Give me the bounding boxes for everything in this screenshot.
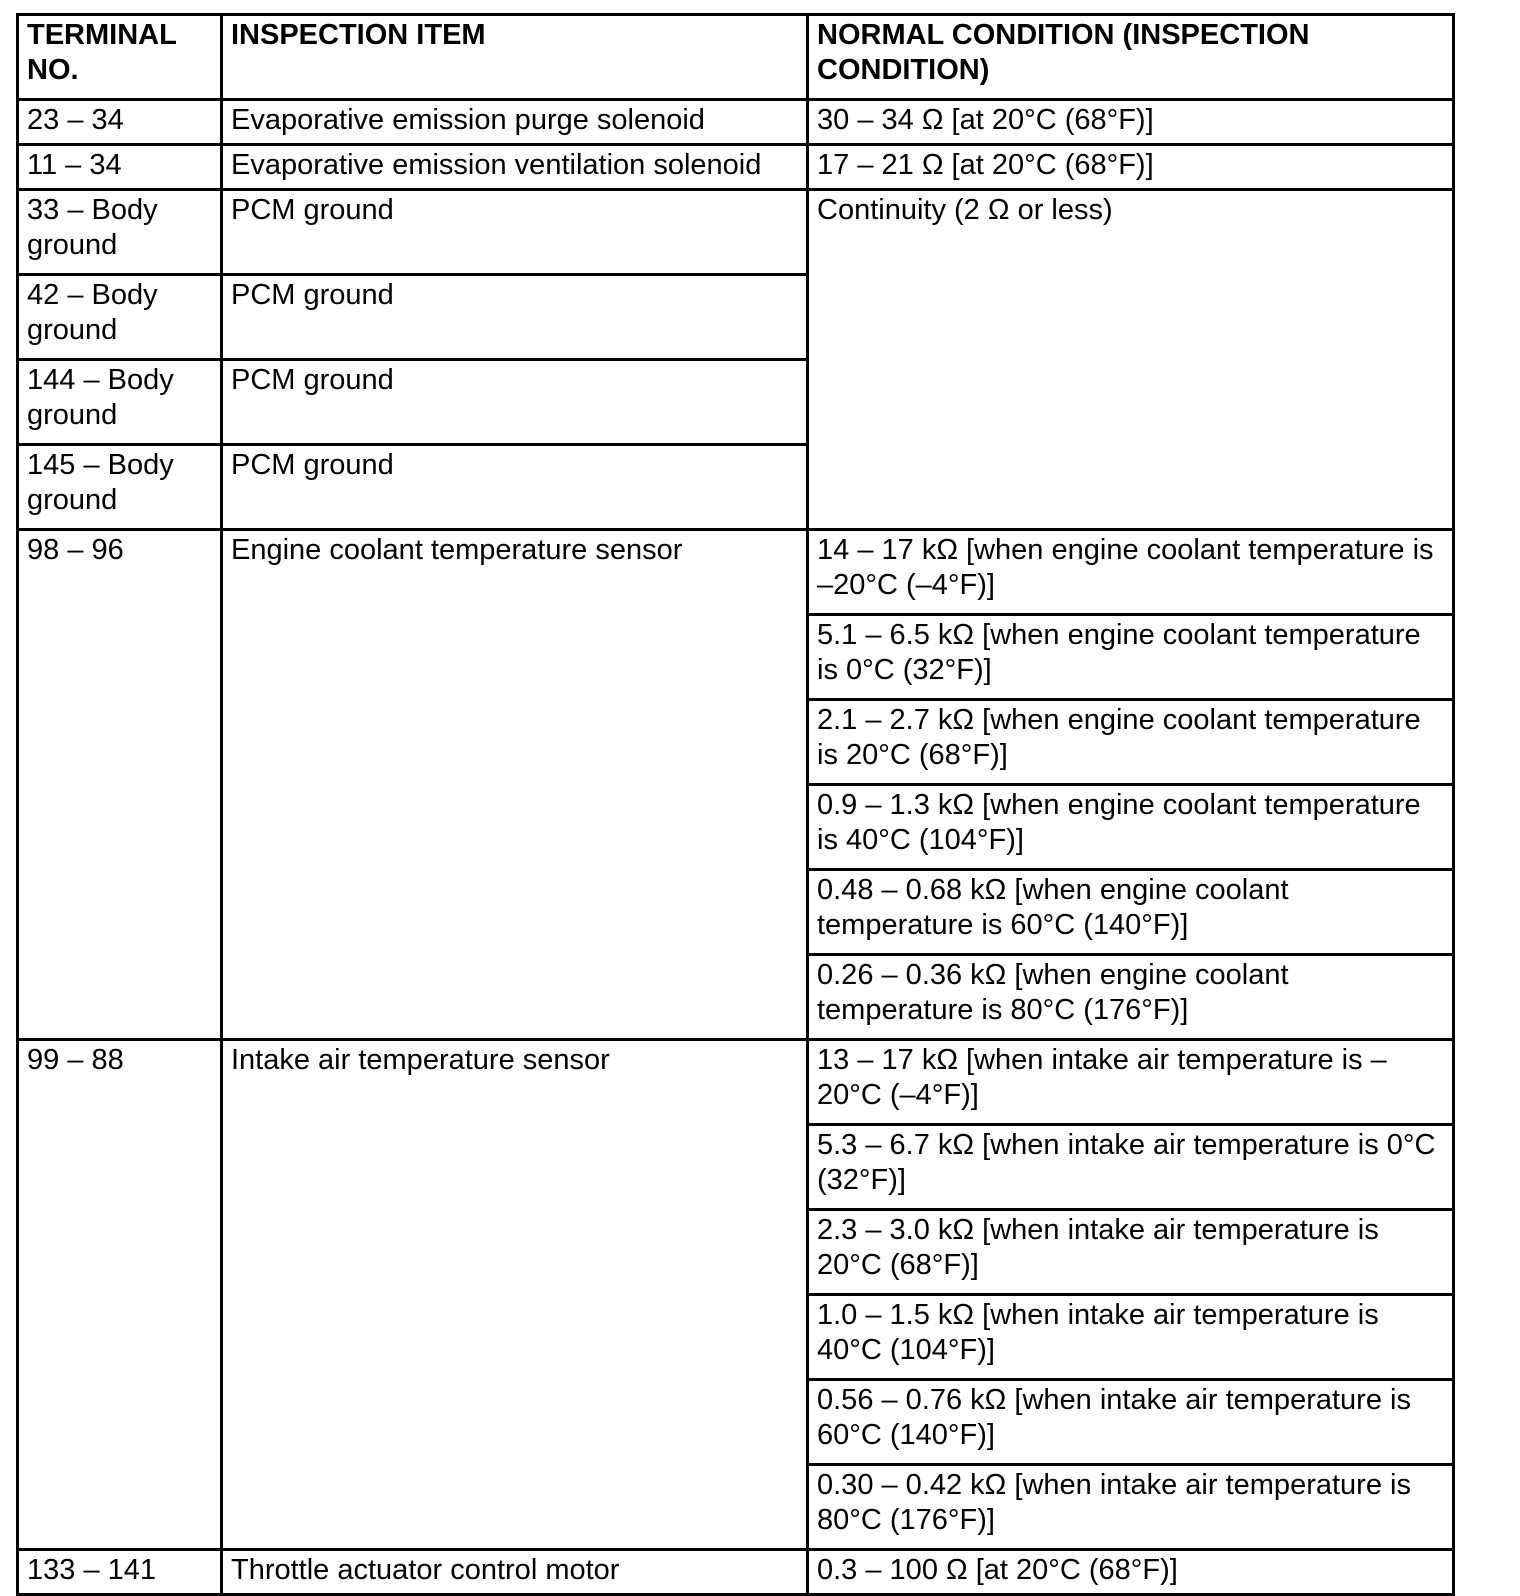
table-row [18, 1550, 1454, 1595]
condition-cell: 17 – 21 Ω [at 20°C (68°F)] [808, 145, 1454, 190]
table-row [18, 145, 1454, 190]
terminal-cell: 99 – 88 [18, 1040, 222, 1550]
condition-cell: 13 – 17 kΩ [when intake air temperature is –20°C (–4°F)] [808, 1040, 1454, 1125]
terminal-cell: 133 – 141 [18, 1550, 222, 1595]
inspection-item-cell: PCM ground [222, 275, 808, 360]
table-row [18, 1040, 1454, 1125]
condition-cell: 1.0 – 1.5 kΩ [when intake air temperature is 40°C (104°F)] [808, 1295, 1454, 1380]
condition-cell: 0.3 – 100 Ω [at 20°C (68°F)] [808, 1550, 1454, 1595]
header-terminal-no: TERMINAL NO. [18, 15, 222, 100]
terminal-cell: 145 – Body ground [18, 445, 222, 530]
condition-cell: 0.48 – 0.68 kΩ [when engine coolant temperature is 60°C (140°F)] [808, 870, 1454, 955]
terminal-cell: 144 – Body ground [18, 360, 222, 445]
condition-cell: 0.9 – 1.3 kΩ [when engine coolant temperature is 40°C (104°F)] [808, 785, 1454, 870]
inspection-item-cell: PCM ground [222, 445, 808, 530]
inspection-item-cell: Throttle actuator control motor [222, 1550, 808, 1595]
inspection-item-cell: Engine coolant temperature sensor [222, 530, 808, 1040]
terminal-cell: 42 – Body ground [18, 275, 222, 360]
condition-cell: 30 – 34 Ω [at 20°C (68°F)] [808, 100, 1454, 145]
header-normal-condition: NORMAL CONDITION (INSPECTION CONDITION) [808, 15, 1454, 100]
inspection-item-cell: PCM ground [222, 190, 808, 275]
condition-cell: 2.1 – 2.7 kΩ [when engine coolant temperature is 20°C (68°F)] [808, 700, 1454, 785]
inspection-item-cell: Evaporative emission purge solenoid [222, 100, 808, 145]
condition-cell: 5.3 – 6.7 kΩ [when intake air temperature is 0°C (32°F)] [808, 1125, 1454, 1210]
inspection-item-cell: Intake air temperature sensor [222, 1040, 808, 1550]
condition-cell: 0.56 – 0.76 kΩ [when intake air temperature is 60°C (140°F)] [808, 1380, 1454, 1465]
inspection-item-cell: PCM ground [222, 360, 808, 445]
condition-cell: Continuity (2 Ω or less) [808, 190, 1454, 530]
condition-cell: 0.30 – 0.42 kΩ [when intake air temperature is 80°C (176°F)] [808, 1465, 1454, 1550]
condition-cell: 5.1 – 6.5 kΩ [when engine coolant temperature is 0°C (32°F)] [808, 615, 1454, 700]
inspection-item-cell: Evaporative emission ventilation solenoid [222, 145, 808, 190]
condition-cell: 2.3 – 3.0 kΩ [when intake air temperature is 20°C (68°F)] [808, 1210, 1454, 1295]
terminal-cell: 11 – 34 [18, 145, 222, 190]
condition-cell: 14 – 17 kΩ [when engine coolant temperature is –20°C (–4°F)] [808, 530, 1454, 615]
header-inspection-item: INSPECTION ITEM [222, 15, 808, 100]
inspection-table [16, 13, 1455, 1596]
table-row [18, 190, 1454, 275]
terminal-cell: 23 – 34 [18, 100, 222, 145]
header-row [18, 15, 1454, 100]
table-row [18, 100, 1454, 145]
terminal-cell: 98 – 96 [18, 530, 222, 1040]
table-row [18, 530, 1454, 615]
condition-cell: 0.26 – 0.36 kΩ [when engine coolant temperature is 80°C (176°F)] [808, 955, 1454, 1040]
terminal-cell: 33 – Body ground [18, 190, 222, 275]
